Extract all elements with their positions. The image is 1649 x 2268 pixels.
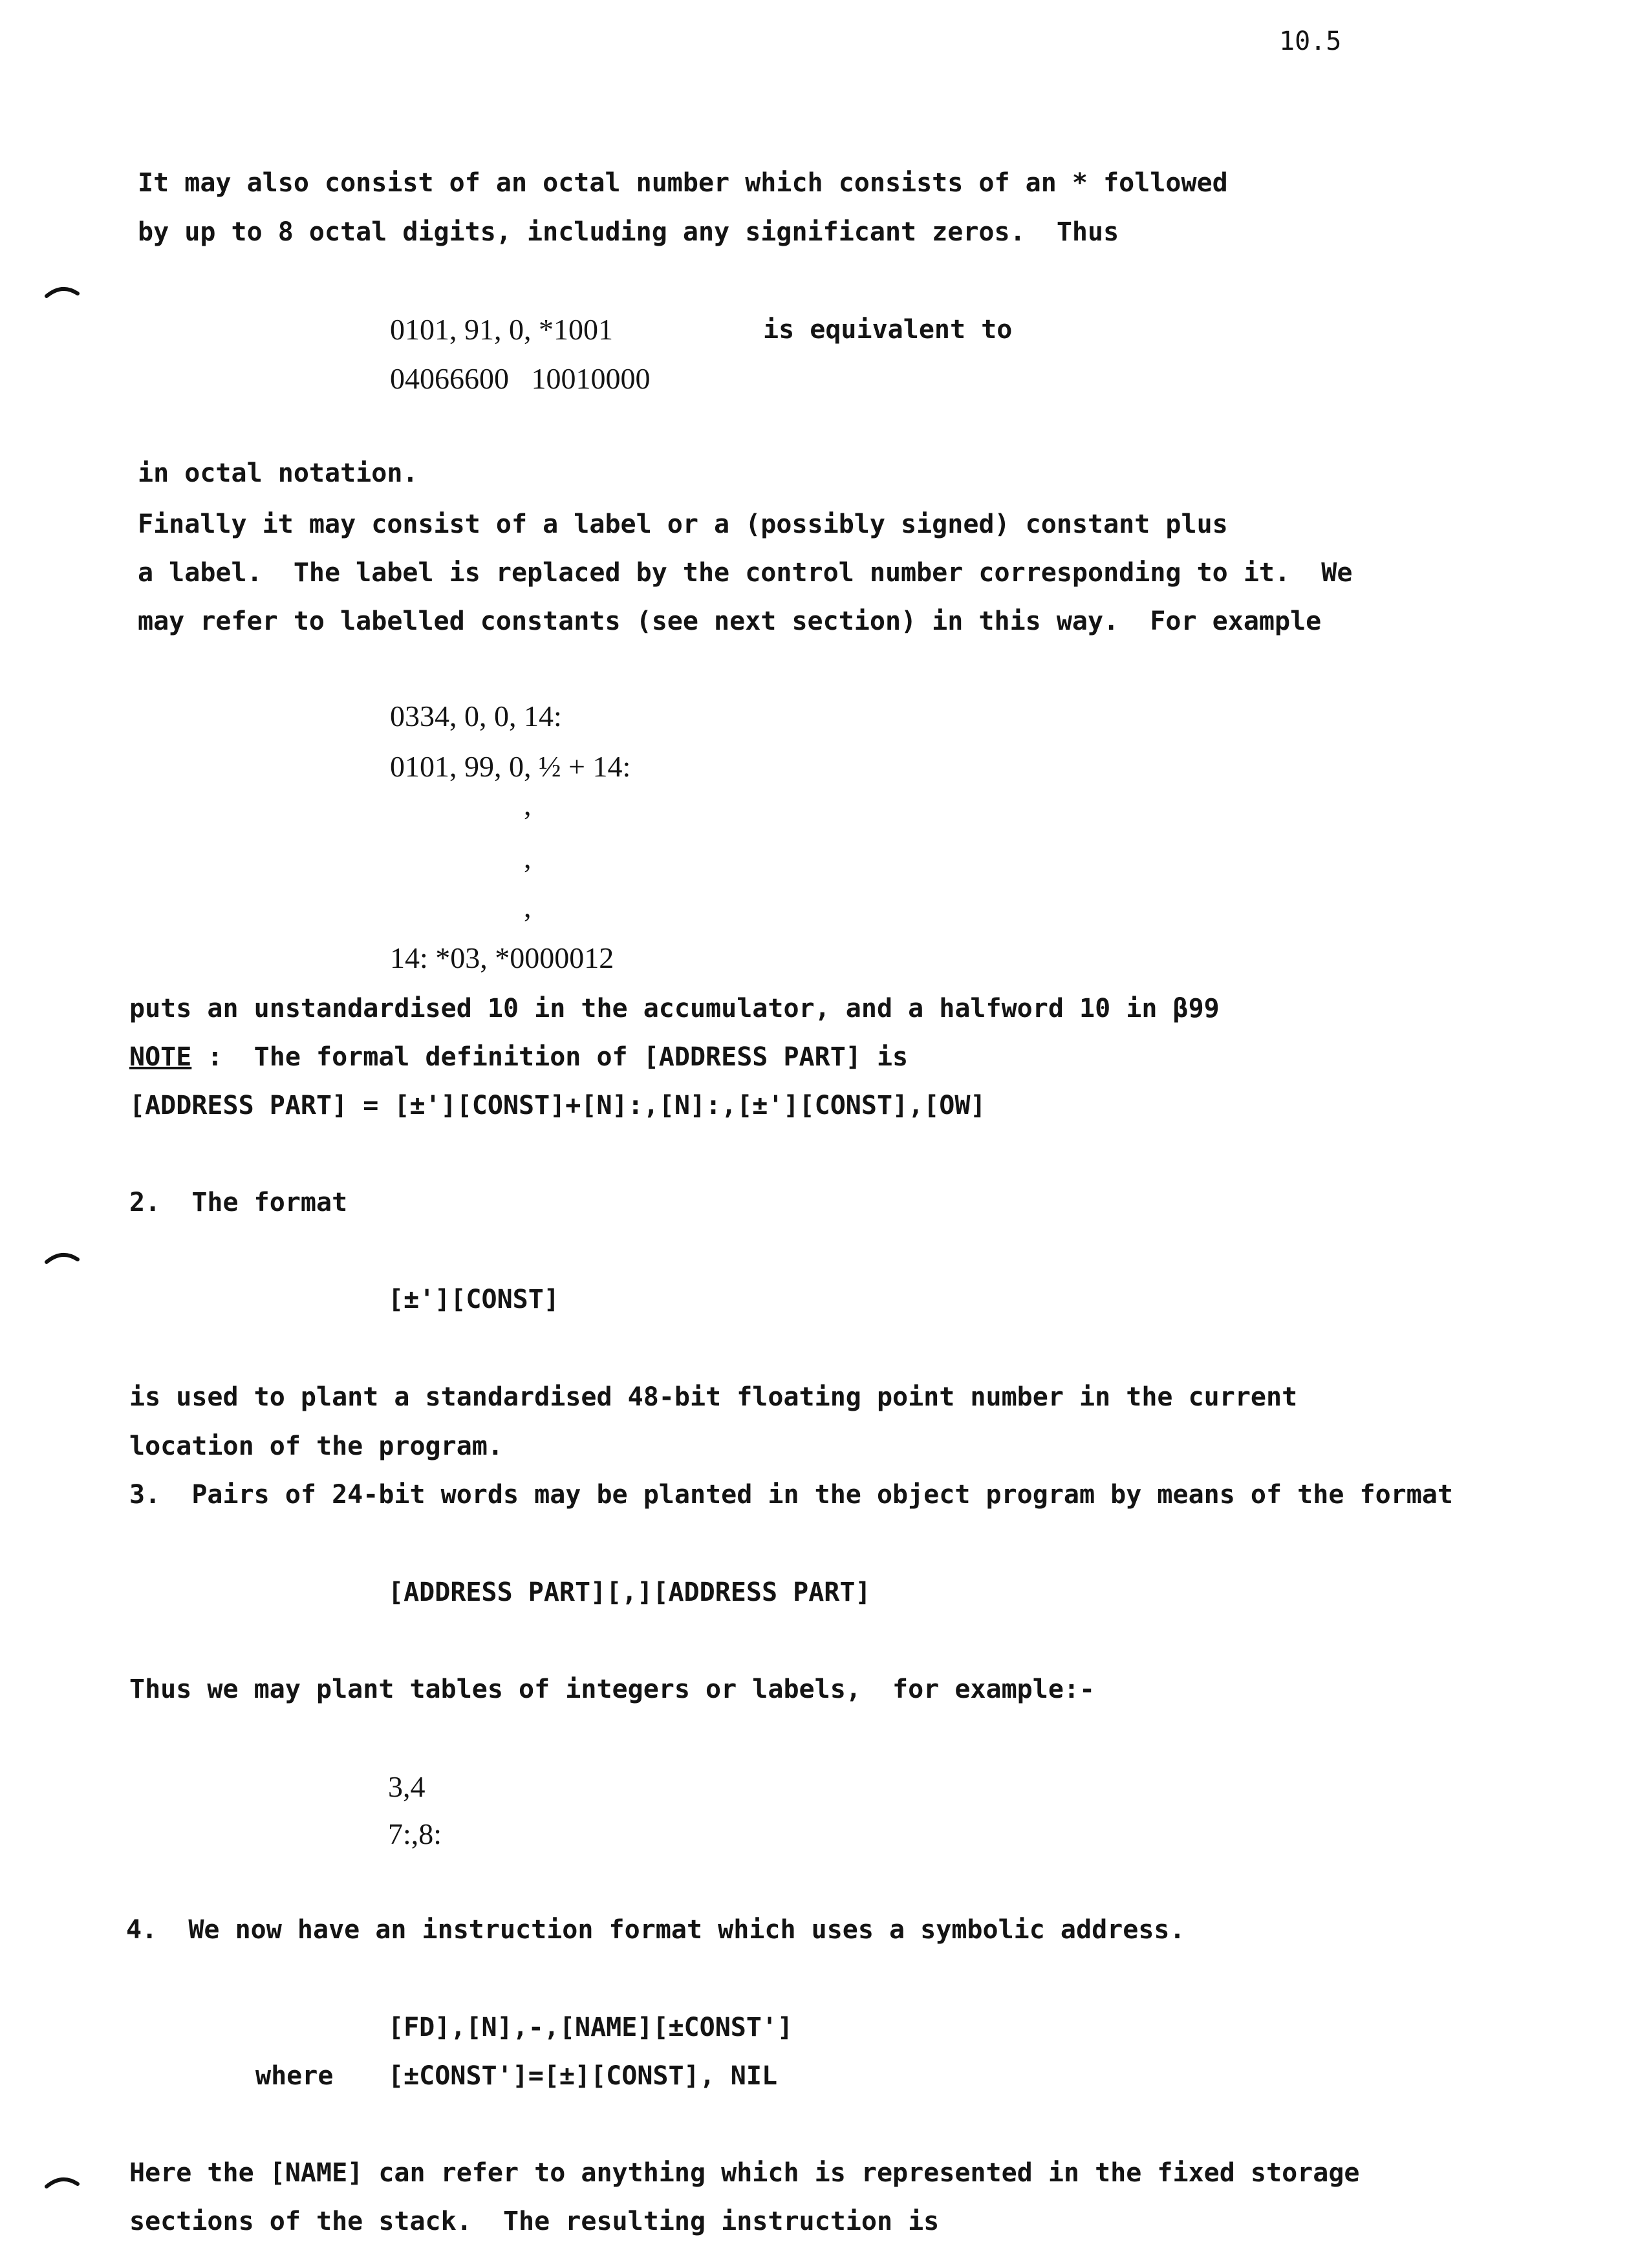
code-line: 14: *03, *0000012 xyxy=(390,941,614,974)
section-heading: 2. The format xyxy=(129,1188,348,1217)
code-line: 0101, 91, 0, *1001 xyxy=(390,313,613,346)
code-line: [FD],[N],-,[NAME][±CONST'] xyxy=(388,2013,793,2042)
page-number: 10.5 xyxy=(1279,27,1342,56)
definition-line: [ADDRESS PART] = [±'][CONST]+[N]:,[N]:,[±'][CONST],[OW] xyxy=(129,1091,986,1120)
code-line: 0101, 99, 0, ½ + 14: xyxy=(390,750,631,783)
text-line: is equivalent to xyxy=(763,315,1013,345)
code-line: [±CONST']=[±][CONST], NIL xyxy=(388,2061,778,2091)
code-line: [±'][CONST] xyxy=(388,1285,559,1314)
text-line: is used to plant a standardised 48-bit floating point number in the current xyxy=(129,1382,1298,1412)
text-line: Thus we may plant tables of integers or labels, for example:- xyxy=(129,1674,1095,1704)
text-line: Here the [NAME] can refer to anything which is represented in the fixed storage xyxy=(129,2158,1360,2188)
continuation-mark: , xyxy=(524,788,532,821)
binding-mark-icon xyxy=(44,282,80,301)
text-line: by up to 8 octal digits, including any significant zeros. Thus xyxy=(138,217,1119,247)
binding-mark-icon xyxy=(44,2172,80,2192)
code-line: 04066600 10010000 xyxy=(390,362,651,395)
section-heading: 4. We now have an instruction format which uses a symbolic address. xyxy=(126,1915,1185,1945)
text-line: location of the program. xyxy=(129,1431,503,1461)
code-line: [ADDRESS PART][,][ADDRESS PART] xyxy=(388,1578,871,1607)
text-line: puts an unstandardised 10 in the accumulator, and a halfword 10 in β99 xyxy=(129,994,1220,1023)
code-line: 3,4 xyxy=(388,1770,426,1803)
continuation-mark: , xyxy=(524,890,532,923)
text-line: may refer to labelled constants (see next section) in this way. For example xyxy=(138,606,1322,636)
note-text: : The formal definition of [ADDRESS PART] is xyxy=(191,1042,909,1072)
text-line: a label. The label is replaced by the control number corresponding to it. We xyxy=(138,558,1353,588)
note-label: NOTE xyxy=(129,1042,192,1072)
note-line xyxy=(129,1044,908,1070)
binding-mark-icon xyxy=(44,1248,80,1267)
text-line: in octal notation. xyxy=(138,458,418,488)
text-line: Finally it may consist of a label or a (possibly signed) constant plus xyxy=(138,509,1228,539)
where-label: where xyxy=(255,2061,334,2091)
text-line: sections of the stack. The resulting instruction is xyxy=(129,2207,940,2236)
code-line: 0334, 0, 0, 14: xyxy=(390,700,562,733)
section-heading: 3. Pairs of 24-bit words may be planted in the object program by means of the format xyxy=(129,1480,1453,1510)
text-line: It may also consist of an octal number which consists of an * followed xyxy=(138,168,1228,198)
continuation-mark: , xyxy=(524,841,532,874)
code-line: 7:,8: xyxy=(388,1817,442,1850)
